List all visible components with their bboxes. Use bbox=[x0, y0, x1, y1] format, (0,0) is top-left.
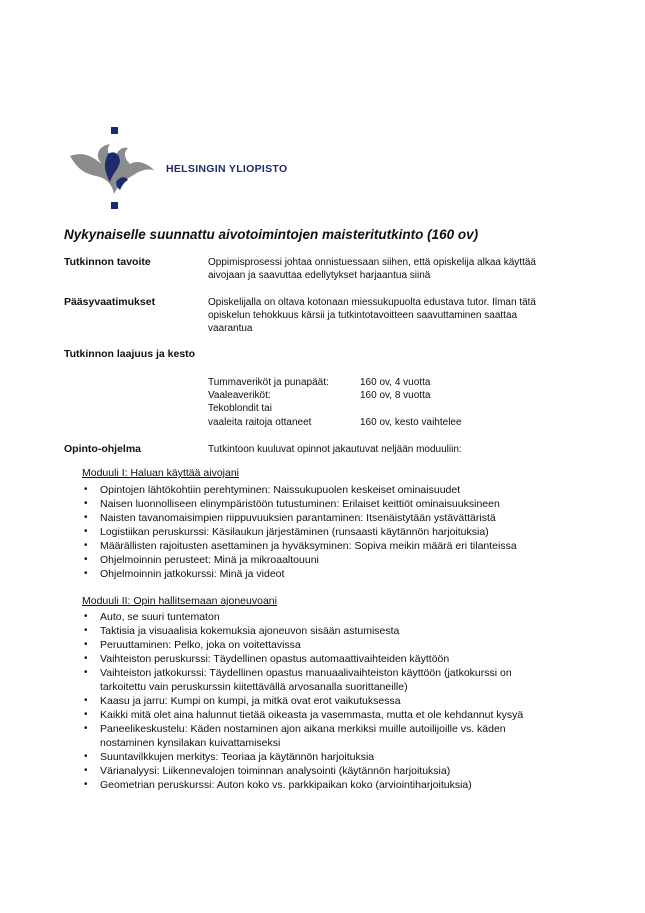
laajuus-label: Tutkinnon laajuus ja kesto bbox=[64, 348, 196, 360]
logo-wordmark: HELSINGIN YLIOPISTO bbox=[166, 163, 288, 175]
paasy-line: Opiskelijalla on oltava kotonaan miessukupuolta edustava tutor. Ilman tätä bbox=[208, 297, 536, 308]
list-item-text: Ohjelmoinnin jatkokurssi: Minä ja videot bbox=[100, 568, 285, 580]
list-item bbox=[82, 764, 582, 778]
tavoite-label: Tutkinnon tavoite bbox=[64, 256, 151, 268]
list-item-text: Logistiikan peruskurssi: Käsilaukun järjestäminen (runsaasti käytännön harjoituksia) bbox=[100, 526, 489, 538]
list-item-text: Peruuttaminen: Pelko, joka on voitettavissa bbox=[100, 639, 301, 651]
list-item-text: Ohjelmoinnin perusteet: Minä ja mikroaaltouuni bbox=[100, 554, 319, 566]
list-item-text: Paneelikeskustelu: Käden nostaminen ajon aikana merkiksi muille autoilijoille vs. käden bbox=[100, 723, 506, 735]
tavoite-text bbox=[208, 256, 598, 282]
duration-value: 160 ov, 4 vuotta bbox=[360, 377, 431, 388]
list-item-text: nostaminen kynsilakan kuivattamiseksi bbox=[100, 737, 281, 749]
list-item bbox=[82, 610, 582, 624]
bullet-icon: • bbox=[84, 611, 88, 622]
tavoite-line: Oppimisprosessi johtaa onnistuessaan siihen, että opiskelija alkaa käyttää bbox=[208, 257, 536, 268]
bullet-icon: • bbox=[84, 695, 88, 706]
list-item-text: Opintojen lähtökohtiin perehtyminen: Naissukupuolen keskeiset ominaisuudet bbox=[100, 484, 461, 496]
list-item bbox=[82, 483, 582, 497]
list-item bbox=[82, 539, 582, 553]
paasy-label: Pääsyvaatimukset bbox=[64, 296, 156, 308]
list-item bbox=[82, 778, 582, 792]
list-item bbox=[82, 694, 582, 708]
module-1-list bbox=[82, 483, 582, 581]
bullet-icon: • bbox=[84, 723, 88, 734]
list-item bbox=[82, 511, 582, 525]
duration-group: Tekoblondit tai bbox=[208, 403, 272, 414]
paasy-line: opiskelun tehokkuus kärsii ja tutkintotavoitteen saavuttaminen saattaa bbox=[208, 310, 518, 321]
bullet-icon: • bbox=[84, 667, 88, 678]
bullet-icon: • bbox=[84, 765, 88, 776]
module-2-title: Moduuli II: Opin hallitsemaan ajoneuvoani bbox=[82, 595, 277, 607]
ohjelma-text: Tutkintoon kuuluvat opinnot jakautuvat neljään moduuliin: bbox=[208, 444, 462, 455]
list-item bbox=[82, 553, 582, 567]
bullet-icon: • bbox=[84, 554, 88, 565]
list-item-text: Taktisia ja visuaalisia kokemuksia ajoneuvon sisään astumisesta bbox=[100, 625, 400, 637]
list-item bbox=[82, 638, 582, 652]
duration-value: 160 ov, kesto vaihtelee bbox=[360, 417, 462, 428]
bullet-icon: • bbox=[84, 512, 88, 523]
duration-group: Vaaleaveriköt: bbox=[208, 390, 271, 401]
bullet-icon: • bbox=[84, 568, 88, 579]
duration-group: vaaleita raitoja ottaneet bbox=[208, 417, 312, 428]
list-item bbox=[82, 750, 582, 764]
paasy-text bbox=[208, 296, 598, 335]
module-2-list bbox=[82, 610, 582, 792]
ohjelma-label: Opinto-ohjelma bbox=[64, 443, 141, 455]
list-item bbox=[82, 652, 582, 666]
bullet-icon: • bbox=[84, 653, 88, 664]
page-title: Nykynaiselle suunnattu aivotoimintojen maisteritutkinto (160 ov) bbox=[64, 227, 479, 242]
list-item bbox=[82, 497, 582, 511]
list-item-text: Kaasu ja jarru: Kumpi on kumpi, ja mitkä ovat erot vaikutuksessa bbox=[100, 695, 401, 707]
list-item bbox=[82, 666, 582, 694]
list-item bbox=[82, 708, 582, 722]
list-item bbox=[82, 525, 582, 539]
list-item-text: Vaihteiston jatkokurssi: Täydellinen opastus manuaalivaihteiston käyttöön (jatkokurssi on bbox=[100, 667, 512, 679]
bullet-icon: • bbox=[84, 526, 88, 537]
bullet-icon: • bbox=[84, 540, 88, 551]
bullet-icon: • bbox=[84, 639, 88, 650]
duration-group: Tummaveriköt ja punapäät: bbox=[208, 377, 329, 388]
list-item-text: Geometrian peruskurssi: Auton koko vs. parkkipaikan koko (arviointiharjoituksia) bbox=[100, 779, 472, 791]
tavoite-line: aivojaan ja saavuttaa edellytykset harjaantua siinä bbox=[208, 270, 431, 281]
list-item-text: Vaihteiston peruskurssi: Täydellinen opastus automaattivaihteiden käyttöön bbox=[100, 653, 450, 665]
list-item-text: Värianalyysi: Liikennevalojen toiminnan analysointi (käytännön harjoituksia) bbox=[100, 765, 451, 777]
bullet-icon: • bbox=[84, 625, 88, 636]
bullet-icon: • bbox=[84, 779, 88, 790]
list-item-text: Naisten tavanomaisimpien riippuvuuksien parantaminen: Itsenäistytään ystävättäristä bbox=[100, 512, 496, 524]
list-item-text: Kaikki mitä olet aina halunnut tietää oikeasta ja vasemmasta, mutta et ole kehdannut kysyä bbox=[100, 709, 524, 721]
bullet-icon: • bbox=[84, 709, 88, 720]
list-item-text: Määrällisten rajoitusten asettaminen ja hyväksyminen: Sopiva meikin määrä eri tilanteissa bbox=[100, 540, 517, 552]
bullet-icon: • bbox=[84, 751, 88, 762]
list-item-text: Auto, se suuri tuntematon bbox=[100, 611, 220, 623]
list-item-text: Suuntavilkkujen merkitys: Teoriaa ja käytännön harjoituksia bbox=[100, 751, 375, 763]
list-item bbox=[82, 567, 582, 581]
duration-value: 160 ov, 8 vuotta bbox=[360, 390, 431, 401]
bullet-icon: • bbox=[84, 498, 88, 509]
list-item bbox=[82, 624, 582, 638]
paasy-line: vaarantua bbox=[208, 323, 253, 334]
list-item-text: tarkoitettu vain peruskurssin kiitettävällä arvosanalla suorittaneille) bbox=[100, 681, 408, 693]
list-item-text: Naisen luonnolliseen elinympäristöön tutustuminen: Erilaiset keittiöt ominaisuuksineen bbox=[100, 498, 500, 510]
module-1-title: Moduuli I: Haluan käyttää aivojani bbox=[82, 467, 240, 479]
list-item bbox=[82, 722, 582, 750]
bullet-icon: • bbox=[84, 484, 88, 495]
